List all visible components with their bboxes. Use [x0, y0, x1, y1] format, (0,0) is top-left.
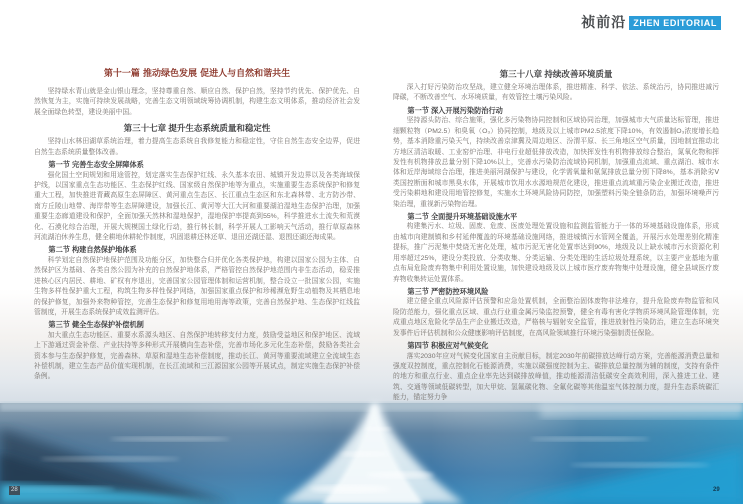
section-37-1-body: 强化国土空间规划和用途管控，划定落实生态保护红线、永久基本农田、城镇开发边界以及各类海域保护线，以国家重点生态功能区、生态保护红线、国家级自然保护地等为重点，实施重要生态系统保护和修复重大工程，加快推进青藏高原生态屏障区、黄河重点生态区、长江重点生态区和东北森林带、北方防沙带、南方丘陵山地带、海岸带等生态屏障建设，加强长江、黄河等大江大河和重要湖泊湿地生态保护治理，加强重要生态廊道建设和保护，全面加强天然林和湿地保护，湿地保护率提高到55%，科学推进水土流失和荒漠化、石漠化综合治理，开展大规模国土绿化行动，推行林长制，科学开展人工影响天气活动，推行草原森林河流湖泊休养生息，健全耕地休耕轮作制度，巩固退耕还林还草、退田还湖还湿、退围还湖还海成果。 [34, 171, 360, 241]
page-number-left: 28 [11, 487, 18, 493]
section-38-1-heading: 第一节 深入开展污染防治行动 [407, 105, 503, 115]
right-page [393, 69, 719, 404]
section-37-3-body: 加大重点生态功能区、重要水系源头地区、自然保护地转移支付力度，鼓励受益地区和保护地区、流域上下游通过资金补偿、产业扶持等多种形式开展横向生态补偿，完善市场化多元化生态补偿，鼓励各类社会资本参与生态保护修复，完善森林、草原和湿地生态补偿制度，推动长江、黄河等重要流域建立全流域生态补偿机制，建立生态产品价值实现机制，在长江流域和三江源国家公园等开展试点，制定实施生态保护补偿条例。 [34, 331, 360, 381]
part-title: 第十一篇 推动绿色发展 促进人与自然和谐共生 [103, 69, 291, 79]
section-37-3-heading: 第三节 健全生态保护补偿机制 [48, 320, 144, 330]
section-37-2-heading: 第二节 构建自然保护地体系 [48, 245, 137, 255]
chapter-38-lead: 深入打好污染防治攻坚战，建立健全环境治理体系，推进精准、科学、依法、系统治污，协同推进减污降碳，不断改善空气、水环境质量，有效管控土壤污染风险。 [393, 84, 719, 102]
section-38-4-body: 落实2030年应对气候变化国家自主贡献目标，制定2030年前碳排放达峰行动方案，完善能源消费总量和强度双控制度，重点控制化石能源消费，实施以碳强度控制为主、碳排放总量控制为辅的制度，支持有条件的地方和重点行业、重点企业率先达到碳排放峰值，推动能源清洁低碳安全高效利用，深入推进工业、建筑、交通等领域低碳转型，加大甲烷、氢氟碳化物、全氟化碳等其他温室气体控制力度，提升生态系统碳汇能力，锚定努力争 [393, 352, 719, 402]
brand-english-badge: ZHEN EDITORIAL [629, 16, 721, 30]
part-intro-paragraph: 坚持绿水青山就是金山银山理念，坚持尊重自然、顺应自然、保护自然，坚持节约优先、保护优先、自然恢复为主，实施可持续发展战略，完善生态文明领域统筹协调机制，构建生态文明体系，推动经济社会发展全面绿色转型，建设美丽中国。 [34, 88, 360, 116]
section-38-4-heading: 第四节 积极应对气候变化 [407, 341, 489, 351]
section-38-3-body: 建立健全重点风险源评估预警和应急处置机制，全面整治固体废物非法堆存，提升危险废弃物监管和风险防范能力，强化重点区域、重点行业重金属污染监控预警，健全有毒有害化学物质环境风险管理体制，完成重点地区危险化学品生产企业搬迁改造，严格核与辐射安全监管，推进放射性污染防治，建立生态环境突发事件后评估机制和公众健康影响评估制度，在高风险领域推行环境污染强制责任保险。 [393, 298, 719, 337]
chapter-37-lead: 坚持山水林田湖草系统治理，着力提高生态系统自我修复能力和稳定性，守住自然生态安全边界，促进自然生态系统质量整体改善。 [34, 138, 360, 156]
left-page [34, 69, 360, 383]
brand-chinese-title: 祯前沿 [581, 15, 627, 31]
chapter-37-title: 第三十七章 提升生态系统质量和稳定性 [123, 123, 271, 134]
section-37-1-heading: 第一节 完善生态安全屏障体系 [48, 160, 144, 170]
page-header [581, 16, 721, 30]
section-38-3-heading: 第三节 严密防控环境风险 [407, 286, 489, 296]
section-38-2-body: 构建集污水、垃圾、固废、危废、医废处理处置设施和监测监管能力于一体的环境基础设施体系，形成由城市向建制镇和乡村延伸覆盖的环境基础设施网络，推进城镇污水管网全覆盖，开展污水处理差别化精准提标，推广污泥集中焚烧无害化处理，城市污泥无害化处置率达到90%，地级及以上缺水城市污水资源化利用率超过25%，建设分类投放、分类收集、分类运输、分类处理的生活垃圾处理系统，以主要产业基地为重点布局危险废弃物集中利用处置设施，加快建设地级及以上城市医疗废弃物集中处理设施，健全县域医疗废弃物收集转运处置体系。 [393, 223, 719, 283]
section-37-2-body: 科学划定自然保护地保护范围及功能分区，加快整合归并优化各类保护地，构建以国家公园为主体、自然保护区为基础、各类自然公园为补充的自然保护地体系，严格管控自然保护地范围内非生态活动，稳妥推进核心区内居民、耕地、矿权有序退出，完善国家公园管理体制和运营机制，整合设立一批国家公园，实施生物多样性保护重大工程，构筑生物多样性保护网络，加强国家重点保护和珍稀濒危野生动植物及其栖息地的保护修复，加强外来物种管控，完善生态保护和修复用地用海等政策，完善自然保护地、生态保护红线监管制度，开展生态系统保护成效监测评估。 [34, 256, 360, 316]
page-number-right: 29 [713, 487, 720, 493]
section-38-2-heading: 第二节 全面提升环境基础设施水平 [407, 211, 518, 221]
section-38-1-body: 坚持源头防治、综合施策，强化多污染物协同控制和区域协同治理，加强城市大气质量达标管理，推进细颗粒物（PM2.5）和臭氧（O₃）协同控制，地级及以上城市PM2.5浓度下降10%，有效遏制O₃浓度增长趋势，基本消除重污染天气，持续改善京津冀及周边地区、汾渭平原、长三角地区空气质量，因地制宜推动北方地区清洁取暖、工业窑炉治理、非电行业超低排放改造，加快挥发性有机物排放综合整治，氮氧化物和挥发性有机物排放总量分别下降10%以上，完善水污染防治流域协同机制，加强重点流域、重点湖泊、城市水体和近岸海域综合治理，推进美丽河湖保护与建设，化学需氧量和氨氮排放总量分别下降8%，基本消除劣Ⅴ类国控断面和城市黑臭水体，开展城市饮用水水源地规范化建设，推进重点流域重污染企业搬迁改造，推进受污染耕地和建设用地管控修复，实施水土环境风险协同防控，加强塑料污染全链条防治，加强环境噪声污染治理，重视新污染物治理。 [393, 117, 719, 208]
chapter-38-title: 第三十八章 持续改善环境质量 [499, 69, 613, 79]
